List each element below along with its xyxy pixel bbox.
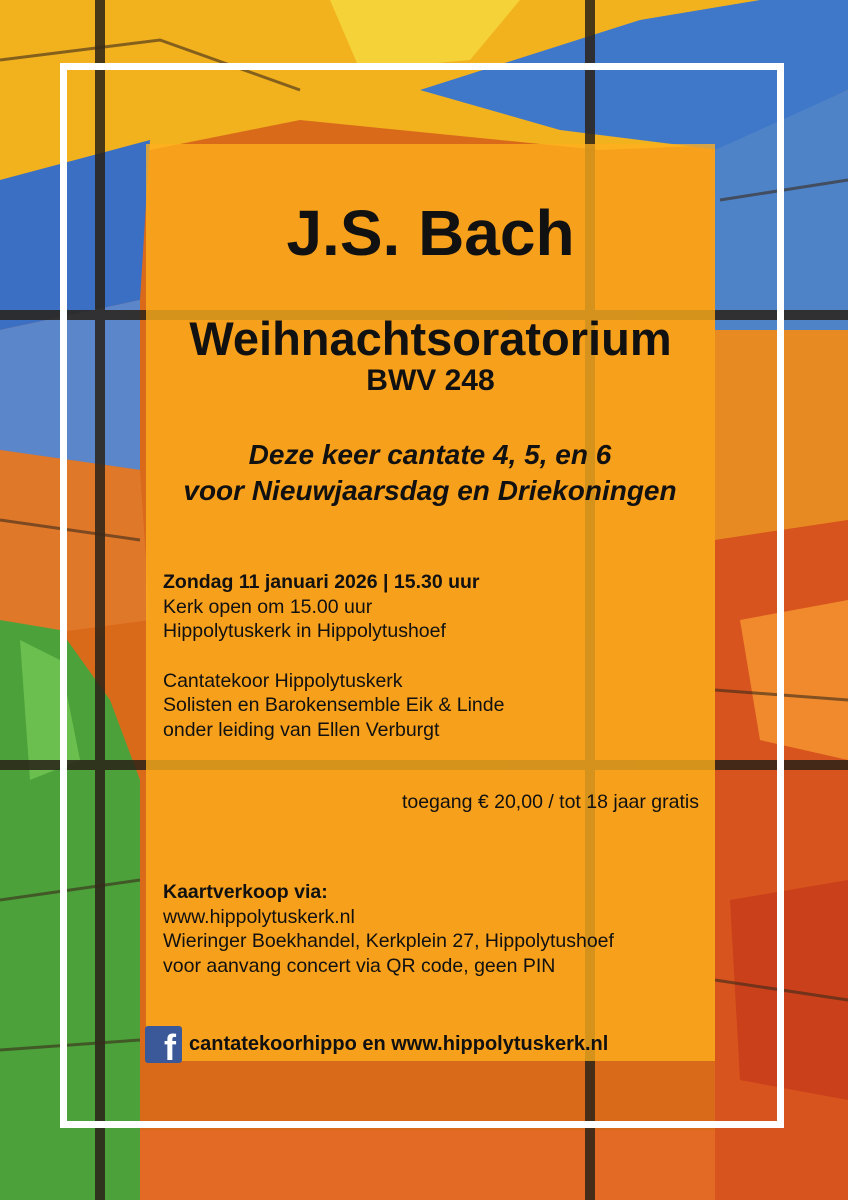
doors-open: Kerk open om 15.00 uur: [163, 595, 373, 618]
social-row: [145, 1025, 609, 1068]
ticket-website[interactable]: www.hippolytuskerk.nl: [163, 905, 355, 928]
tagline-line-2: voor Nieuwjaarsdag en Driekoningen: [183, 475, 677, 506]
social-links[interactable]: cantatekoorhippo en www.hippolytuskerk.nl: [189, 1032, 609, 1055]
work-title: Weihnachtsoratorium: [189, 312, 672, 365]
ticket-sales-heading: Kaartverkoop via:: [163, 881, 328, 903]
facebook-glyph: f: [164, 1026, 176, 1068]
admission-price: toegang € 20,00 / tot 18 jaar gratis: [401, 791, 699, 813]
ticket-sales: [163, 880, 614, 978]
event-details: [163, 570, 504, 742]
facebook-icon[interactable]: [145, 1026, 182, 1068]
poster-title: J.S. Bach: [286, 197, 575, 269]
venue: Hippolytuskerk in Hippolytushoef: [163, 620, 446, 642]
soloists-ensemble: Solisten en Barokensemble Eik & Linde: [163, 694, 505, 716]
ticket-door: voor aanvang concert via QR code, geen PIN: [163, 954, 556, 977]
event-date-time: Zondag 11 januari 2026 | 15.30 uur: [163, 571, 480, 593]
conductor: onder leiding van Ellen Verburgt: [163, 718, 440, 741]
choir: Cantatekoor Hippolytuskerk: [163, 669, 403, 692]
tagline-line-1: Deze keer cantate 4, 5, en 6: [248, 439, 612, 470]
ticket-shop: Wieringer Boekhandel, Kerkplein 27, Hippolytushoef: [163, 930, 614, 952]
catalogue-number: BWV 248: [366, 364, 495, 397]
